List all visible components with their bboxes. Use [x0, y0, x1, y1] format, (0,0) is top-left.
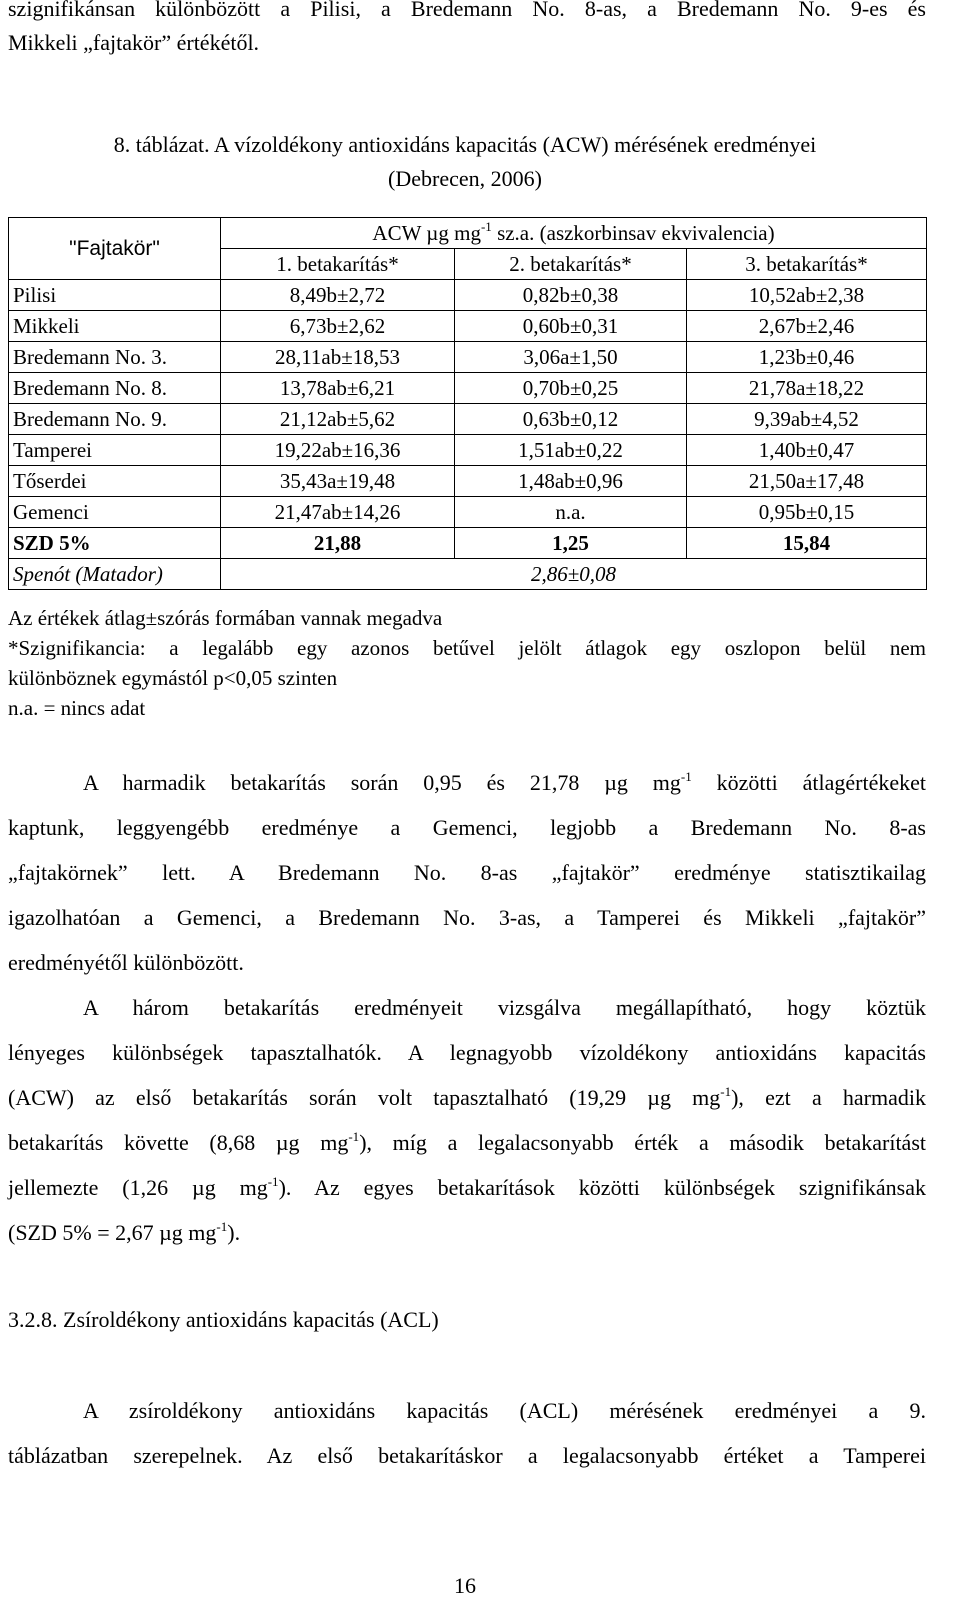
- col-header-1: 1. betakarítás*: [221, 249, 455, 280]
- cell: 0,70b±0,25: [455, 373, 687, 404]
- table-caption: 8. táblázat. A vízoldékony antioxidáns kapacitás (ACW) mérésének eredményei: [113, 132, 817, 157]
- table-header-row: [9, 218, 927, 249]
- table-row: [9, 342, 927, 373]
- cell: 35,43a±19,48: [221, 466, 455, 497]
- cell: n.a.: [455, 497, 687, 528]
- unit-header: ACW µg $mg^{-1}$ sz.a. (aszkorbinsav ekvivalencia): [221, 218, 927, 249]
- cell: 21,47ab±14,26: [221, 497, 455, 528]
- spenot-row: [9, 559, 927, 590]
- col-header-3: 3. betakarítás*: [687, 249, 927, 280]
- row-name: Bredemann No. 3.: [9, 342, 221, 373]
- para3-line-2: táblázatban szerepelnek. Az első betakarításkor a legalacsonyabb értéket a Tamperei: [8, 1443, 926, 1468]
- table-row: [9, 497, 927, 528]
- cell: 21,12ab±5,62: [221, 404, 455, 435]
- para2-line-4: betakarítás követte (8,68 µg $mg^{-1}$), míg a legalacsonyabb érték a második betakarítást: [8, 1129, 926, 1155]
- para2-line-1: A három betakarítás eredményeit vizsgálva megállapítható, hogy köztük: [83, 995, 926, 1020]
- para1-line-5: eredményétől különbözött.: [8, 950, 244, 975]
- szd-value-2: 1,25: [455, 528, 687, 559]
- note-line-2: *Szignifikancia: a legalább egy azonos betűvel jelölt átlagok egy oszlopon belül nem: [8, 636, 926, 660]
- cell: 0,82b±0,38: [455, 280, 687, 311]
- cell: 1,23b±0,46: [687, 342, 927, 373]
- para3-line-1: A zsíroldékony antioxidáns kapacitás (ACL) mérésének eredményei a 9.: [83, 1398, 926, 1423]
- cell: 0,95b±0,15: [687, 497, 927, 528]
- cell: 28,11ab±18,53: [221, 342, 455, 373]
- acw-results-table: [8, 217, 927, 590]
- szd-row: [9, 528, 927, 559]
- szd-value-3: 15,84: [687, 528, 927, 559]
- cell: 3,06a±1,50: [455, 342, 687, 373]
- cell: 21,50a±17,48: [687, 466, 927, 497]
- row-name: Tamperei: [9, 435, 221, 466]
- table-caption-location: (Debrecen, 2006): [388, 166, 542, 191]
- cell: 2,67b±2,46: [687, 311, 927, 342]
- table-row: [9, 311, 927, 342]
- page-number: 16: [454, 1573, 476, 1598]
- section-heading: 3.2.8. Zsíroldékony antioxidáns kapacitás (ACL): [8, 1307, 439, 1332]
- cell: 21,78a±18,22: [687, 373, 927, 404]
- para1-line-4: igazolhatóan a Gemenci, a Bredemann No. 3-as, a Tamperei és Mikkeli „fajtakör”: [8, 905, 926, 930]
- cell: 0,60b±0,31: [455, 311, 687, 342]
- szd-value-1: 21,88: [221, 528, 455, 559]
- intro-line-2: Mikkeli „fajtakör” értékétől.: [8, 30, 260, 55]
- note-line-4: n.a. = nincs adat: [8, 696, 146, 720]
- para2-line-2: lényeges különbségek tapasztalhatók. A legnagyobb vízoldékony antioxidáns kapacitás: [8, 1040, 926, 1065]
- cell: 1,48ab±0,96: [455, 466, 687, 497]
- fajtakor-header: "Fajtakör": [9, 218, 221, 280]
- spenot-value: 2,86±0,08: [221, 559, 927, 590]
- table-row: [9, 280, 927, 311]
- intro-line-1: szignifikánsan különbözött a Pilisi, a Bredemann No. 8-as, a Bredemann No. 9-es és: [8, 0, 926, 21]
- cell: 1,51ab±0,22: [455, 435, 687, 466]
- note-line-3: különböznek egymástól p<0,05 szinten: [8, 666, 338, 690]
- table-row: [9, 373, 927, 404]
- para2-line-5: jellemezte (1,26 µg $mg^{-1}$). Az egyes betakarítások közötti különbségek szignifikánsak: [8, 1174, 927, 1200]
- cell: 13,78ab±6,21: [221, 373, 455, 404]
- row-name: Bredemann No. 9.: [9, 404, 221, 435]
- col-header-2: 2. betakarítás*: [455, 249, 687, 280]
- para2-line-3: (ACW) az első betakarítás során volt tapasztalható (19,29 µg $mg^{-1}$), ezt a harmadik: [8, 1084, 926, 1110]
- cell: 8,49b±2,72: [221, 280, 455, 311]
- para2-line-6: (SZD 5% = 2,67 µg $mg^{-1}$).: [8, 1219, 241, 1245]
- table-row: [9, 466, 927, 497]
- row-name: Bredemann No. 8.: [9, 373, 221, 404]
- cell: 0,63b±0,12: [455, 404, 687, 435]
- para1-line-3: „fajtakörnek” lett. A Bredemann No. 8-as „fajtakör” eredménye statisztikailag: [8, 860, 926, 885]
- row-name: Mikkeli: [9, 311, 221, 342]
- spenot-label: Spenót (Matador): [9, 559, 221, 590]
- para1-line-1: A harmadik betakarítás során 0,95 és 21,78 µg $mg^{-1}$ közötti átlagértékeket: [83, 769, 926, 795]
- szd-label: SZD 5%: [9, 528, 221, 559]
- cell: 19,22ab±16,36: [221, 435, 455, 466]
- row-name: Tőserdei: [9, 466, 221, 497]
- table-row: [9, 435, 927, 466]
- row-name: Pilisi: [9, 280, 221, 311]
- cell: 10,52ab±2,38: [687, 280, 927, 311]
- row-name: Gemenci: [9, 497, 221, 528]
- note-line-1: Az értékek átlag±szórás formában vannak megadva: [8, 606, 443, 630]
- cell: 1,40b±0,47: [687, 435, 927, 466]
- table-row: [9, 404, 927, 435]
- cell: 9,39ab±4,52: [687, 404, 927, 435]
- para1-line-2: kaptunk, leggyengébb eredménye a Gemenci, legjobb a Bredemann No. 8-as: [8, 815, 926, 840]
- cell: 6,73b±2,62: [221, 311, 455, 342]
